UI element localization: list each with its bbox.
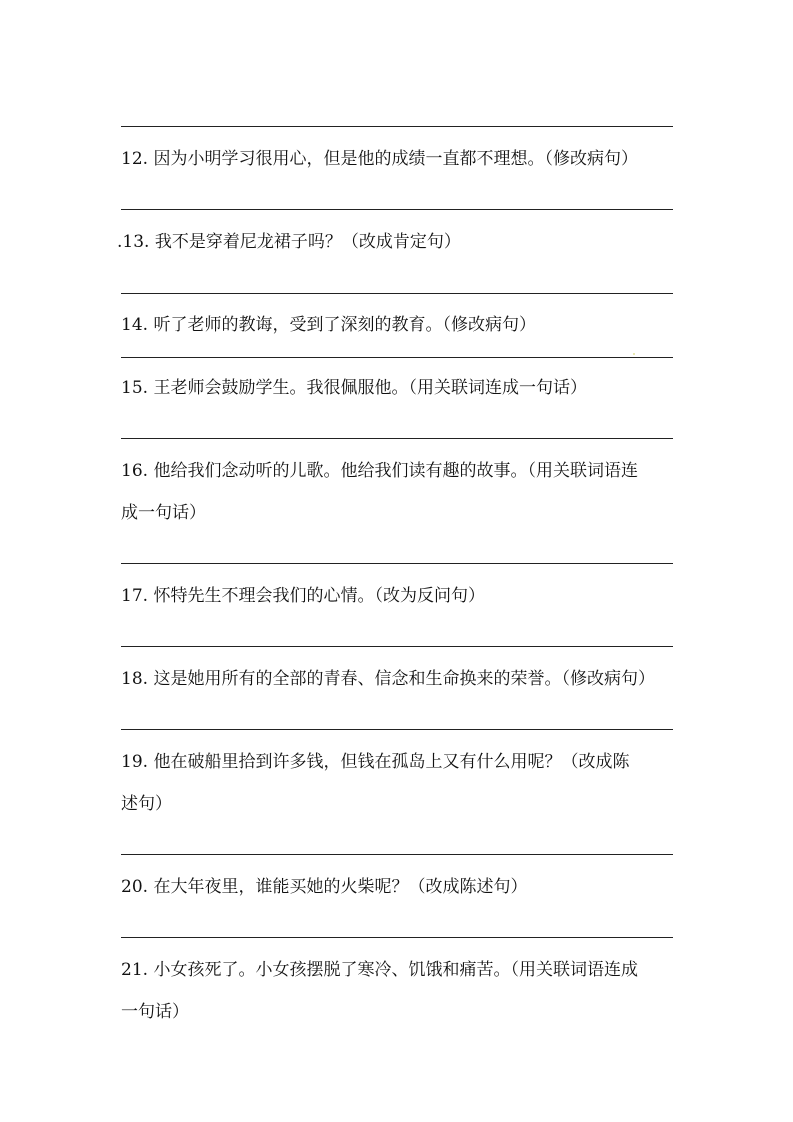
answer-line [121, 729, 673, 730]
answer-line [121, 293, 673, 294]
answer-line [121, 937, 673, 938]
question-18: 18. 这是她用所有的全部的青春、信念和生命换来的荣誉。（修改病句） [121, 669, 655, 689]
answer-line [121, 854, 673, 855]
question-12: 12. 因为小明学习很用心，但是他的成绩一直都不理想。（修改病句） [121, 149, 638, 169]
answer-line [121, 438, 673, 439]
answer-line [121, 563, 673, 564]
answer-line [121, 357, 673, 358]
question-21-continuation: 一句话） [121, 1002, 189, 1022]
question-19: 19. 他在破船里拾到许多钱，但钱在孤岛上又有什么用呢？（改成陈 [121, 752, 630, 772]
answer-line [121, 646, 673, 647]
question-16-continuation: 成一句话） [121, 503, 206, 523]
speck-mark [633, 353, 635, 355]
answer-line [121, 126, 673, 127]
answer-line [121, 209, 673, 210]
question-19-continuation: 述句） [121, 794, 172, 814]
question-17: 17. 怀特先生不理会我们的心情。（改为反问句） [121, 586, 485, 606]
question-21: 21. 小女孩死了。小女孩摆脱了寒冷、饥饿和痛苦。（用关联词语连成 [121, 960, 638, 980]
question-14: 14. 听了老师的教诲，受到了深刻的教育。（修改病句） [121, 315, 536, 335]
question-16: 16. 他给我们念动听的儿歌。他给我们读有趣的故事。（用关联词语连 [121, 461, 638, 481]
question-15: 15. 王老师会鼓励学生。我很佩服他。（用关联词连成一句话） [121, 378, 587, 398]
question-20: 20. 在大年夜里，谁能买她的火柴呢？（改成陈述句） [121, 877, 528, 897]
question-13: .13. 我不是穿着尼龙裙子吗？（改成肯定句） [117, 232, 461, 252]
